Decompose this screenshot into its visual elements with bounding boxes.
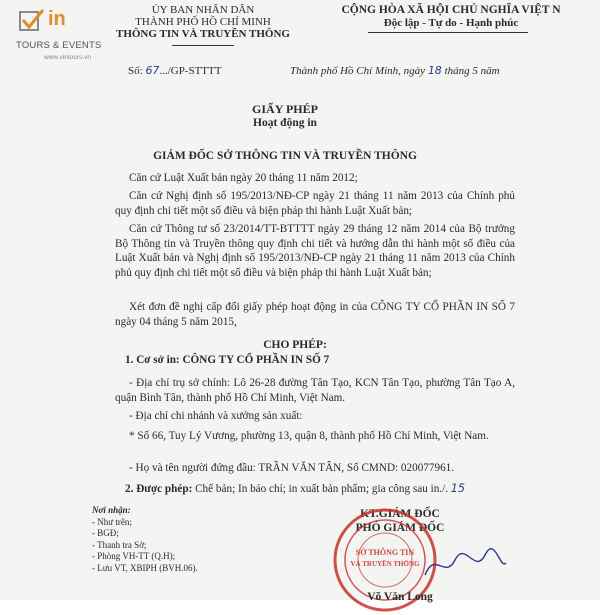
checkbox-logo-icon <box>18 8 46 34</box>
agency-line-2: THÀNH PHỐ HỒ CHÍ MINH <box>135 16 271 28</box>
doc-number-suffix: /GP-STTTT <box>167 65 222 77</box>
national-line-2: Độc lập - Tự do - Hạnh phúc <box>383 17 519 29</box>
stamp-text-2: VÀ TRUYỀN THÔNG <box>350 560 420 568</box>
recipients-heading: Nơi nhận: <box>92 505 131 515</box>
section-2-handwritten: 15 <box>450 482 466 495</box>
logo-subtitle: TOURS & EVENTS <box>16 40 102 51</box>
agency-line-3: THÔNG TIN VÀ TRUYỀN THÔNG <box>115 28 290 40</box>
section-1-label: 1. Cơ sở in: <box>125 354 180 366</box>
allowed-activities: Chế bản; In báo chí; in xuất bản phẩm; gia công sau in./. <box>195 483 448 495</box>
logo-url: www.vintours.vn <box>44 54 91 61</box>
recipients-list <box>92 505 198 574</box>
section-1-line <box>125 354 329 366</box>
recipient-item: - Thanh tra Sở; <box>92 539 147 550</box>
section-2-label: 2. Được phép: <box>125 483 193 495</box>
signature-scribble <box>420 545 510 585</box>
stamp-text-1: SỞ THÔNG TIN <box>355 548 415 557</box>
date-handwritten: 18 <box>427 64 442 77</box>
section-2-line <box>125 482 465 497</box>
recipient-item: - Lưu VT, XBIPH (BVH.06). <box>92 562 198 573</box>
basis-4: Xét đơn đề nghị cấp đổi giấy phép hoạt động in của CÔNG TY CỔ PHẦN IN SỐ 7 ngày 04 tháng 5 năm 2015, <box>115 301 515 328</box>
signature-title-1: KT.GIÁM ĐỐC <box>360 508 440 520</box>
printer-name: CÔNG TY CỔ PHẦN IN SỐ 7 <box>182 354 330 366</box>
motto-underline <box>368 32 528 33</box>
basis-2: Căn cứ Nghị định số 195/2013/NĐ-CP ngày 21 tháng 11 năm 2013 của Chính phủ quy định chi tiết một số điều và biện pháp thi hành Luật Xuất bản; <box>115 190 515 217</box>
signature-title-2: PHÓ GIÁM ĐỐC <box>355 522 445 534</box>
head-office-address: - Địa chỉ trụ sở chính: Lô 26-28 đường Tân Tạo, KCN Tân Tạo, phường Tân Tạo A, quận Bình Tân, thành phố Hồ Chí Minh, Việt Nam. <box>115 377 515 404</box>
doc-number-prefix: Số: <box>128 65 143 77</box>
permit-heading: CHO PHÉP: <box>263 339 327 351</box>
agency-underline <box>172 45 234 46</box>
national-header <box>296 4 600 30</box>
doc-number-handwritten: 67 <box>145 64 160 77</box>
signer-name: Võ Văn Long <box>367 591 433 603</box>
agency-header <box>108 4 298 40</box>
issue-date <box>290 64 500 77</box>
document-title: GIẤY PHÉP <box>252 102 318 116</box>
director-info: - Họ và tên người đứng đầu: TRẦN VĂN TÂN, Số CMND: 020077961. <box>129 462 455 474</box>
document-subtitle: Hoạt động in <box>253 117 317 129</box>
basis-1: Căn cứ Luật Xuất bản ngày 20 tháng 11 năm 2012; <box>129 172 358 184</box>
recipient-item: - Như trên; <box>92 516 132 527</box>
logo-brand: in <box>48 8 66 30</box>
basis-3: Căn cứ Thông tư số 23/2014/TT-BTTTT ngày 29 tháng 12 năm 2014 của Bộ trưởng Bộ Thông tin và Truyền thông quy định chi tiết và hướng dẫn thi hành một số điều của Luật Xuất bản và Nghị định số 195/2013/NĐ-CP ngày 21 tháng 11 năm 2013 của Chính phủ quy định chi tiết một số điều và biện pháp thi hành Luật Xuất bản; <box>115 223 515 279</box>
branch-label: - Địa chỉ chi nhánh và xưởng sản xuất: <box>129 410 303 422</box>
issuer-heading: GIÁM ĐỐC SỞ THÔNG TIN VÀ TRUYỀN THÔNG <box>153 150 417 162</box>
branch-address: * Số 66, Tuy Lý Vương, phường 13, quận 8, thành phố Hồ Chí Minh, Việt Nam. <box>129 430 489 442</box>
doc-number: Số: 67.../GP-STTTT <box>128 64 222 77</box>
recipient-item: - BGĐ; <box>92 528 119 538</box>
date-prefix: Thành phố Hồ Chí Minh, ngày <box>290 65 426 77</box>
national-line-1: CỘNG HÒA XÃ HỘI CHỦ NGHĨA VIỆT N <box>341 4 561 16</box>
recipient-item: - Phòng VH-TT (Q.H); <box>92 551 176 561</box>
date-suffix: tháng 5 năm <box>444 65 500 77</box>
agency-line-1: ỦY BAN NHÂN DÂN <box>151 4 255 16</box>
